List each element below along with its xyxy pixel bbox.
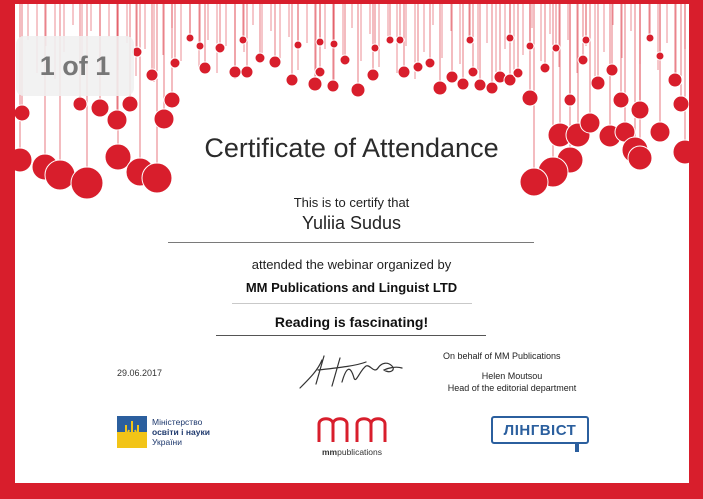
organizer-divider [232, 303, 472, 304]
bauble [513, 68, 523, 78]
bauble [241, 66, 253, 78]
bauble [239, 36, 247, 44]
bauble [14, 105, 30, 121]
mm-publications-logo [312, 414, 392, 457]
bauble [466, 36, 474, 44]
bauble [613, 92, 629, 108]
organizer-name: MM Publications and Linguist LTD [245, 280, 458, 295]
bauble [142, 163, 172, 193]
bauble [582, 36, 590, 44]
ministry-line-2: освіти і науки [152, 427, 210, 437]
bauble [91, 99, 109, 117]
signer-name: Helen Moutsou [481, 371, 543, 381]
bauble [668, 73, 682, 87]
on-behalf-text: On behalf of MM Publications [443, 351, 561, 361]
bauble [552, 44, 560, 52]
bauble [425, 58, 435, 68]
certify-text: This is to certify that [293, 195, 410, 210]
bauble [269, 56, 281, 68]
bauble [154, 109, 174, 129]
bauble [474, 79, 486, 91]
bauble [506, 34, 514, 42]
bauble [215, 43, 225, 53]
bauble [413, 62, 423, 72]
bauble [606, 64, 618, 76]
name-underline [168, 242, 534, 243]
bauble [122, 96, 138, 112]
bauble [286, 74, 298, 86]
bauble [229, 66, 241, 78]
bauble [433, 81, 447, 95]
bauble [386, 36, 394, 44]
bauble [186, 34, 194, 42]
bauble [340, 55, 350, 65]
bauble [486, 82, 498, 94]
bauble [316, 38, 324, 46]
bauble [308, 77, 322, 91]
mm-icon [316, 414, 388, 444]
webinar-underline [216, 335, 486, 336]
ministry-line-1: Міністерство [152, 417, 203, 427]
bauble [146, 69, 158, 81]
webinar-title: Reading is fascinating! [274, 314, 429, 330]
bauble [540, 63, 550, 73]
bauble [164, 92, 180, 108]
recipient-name: Yuliia Sudus [301, 213, 402, 233]
bauble [199, 62, 211, 74]
bauble [196, 42, 204, 50]
attended-text: attended the webinar organized by [251, 257, 452, 272]
bauble [631, 101, 649, 119]
bauble [578, 55, 588, 65]
bauble [294, 41, 302, 49]
bauble [468, 67, 478, 77]
bauble [656, 52, 664, 60]
bauble [255, 53, 265, 63]
bauble [327, 80, 339, 92]
bauble [526, 42, 534, 50]
bauble [371, 44, 379, 52]
bauble [45, 160, 75, 190]
bauble [367, 69, 379, 81]
bauble [107, 110, 127, 130]
bauble [457, 78, 469, 90]
lingvist-logo: ЛІНГВІСТ [491, 416, 589, 444]
bauble [522, 90, 538, 106]
ministry-line-3: України [152, 437, 182, 447]
page-indicator[interactable]: 1 of 1 [16, 36, 134, 96]
bauble [591, 76, 605, 90]
bauble [351, 83, 365, 97]
bauble [646, 34, 654, 42]
bauble [446, 71, 458, 83]
bauble [330, 40, 338, 48]
bauble [396, 36, 404, 44]
bauble [73, 97, 87, 111]
bauble [580, 113, 600, 133]
ministry-text [152, 417, 210, 447]
bauble [315, 67, 325, 77]
ministry-icon [117, 416, 147, 448]
signer-title: Head of the editorial department [447, 383, 577, 393]
bauble [564, 94, 576, 106]
ministry-logo [117, 416, 210, 448]
lingvist-logo-accent [575, 442, 579, 452]
signature-icon [296, 348, 406, 392]
bauble [398, 66, 410, 78]
mm-wordmark [312, 447, 392, 457]
mm-suffix: publications [337, 447, 382, 457]
mm-prefix: mm [321, 447, 338, 457]
certificate-date: 29.06.2017 [117, 368, 163, 378]
bauble [520, 168, 548, 196]
signer-block [436, 370, 588, 394]
bauble [170, 58, 180, 68]
certificate-title: Certificate of Attendance [204, 133, 499, 163]
bauble [673, 96, 689, 112]
